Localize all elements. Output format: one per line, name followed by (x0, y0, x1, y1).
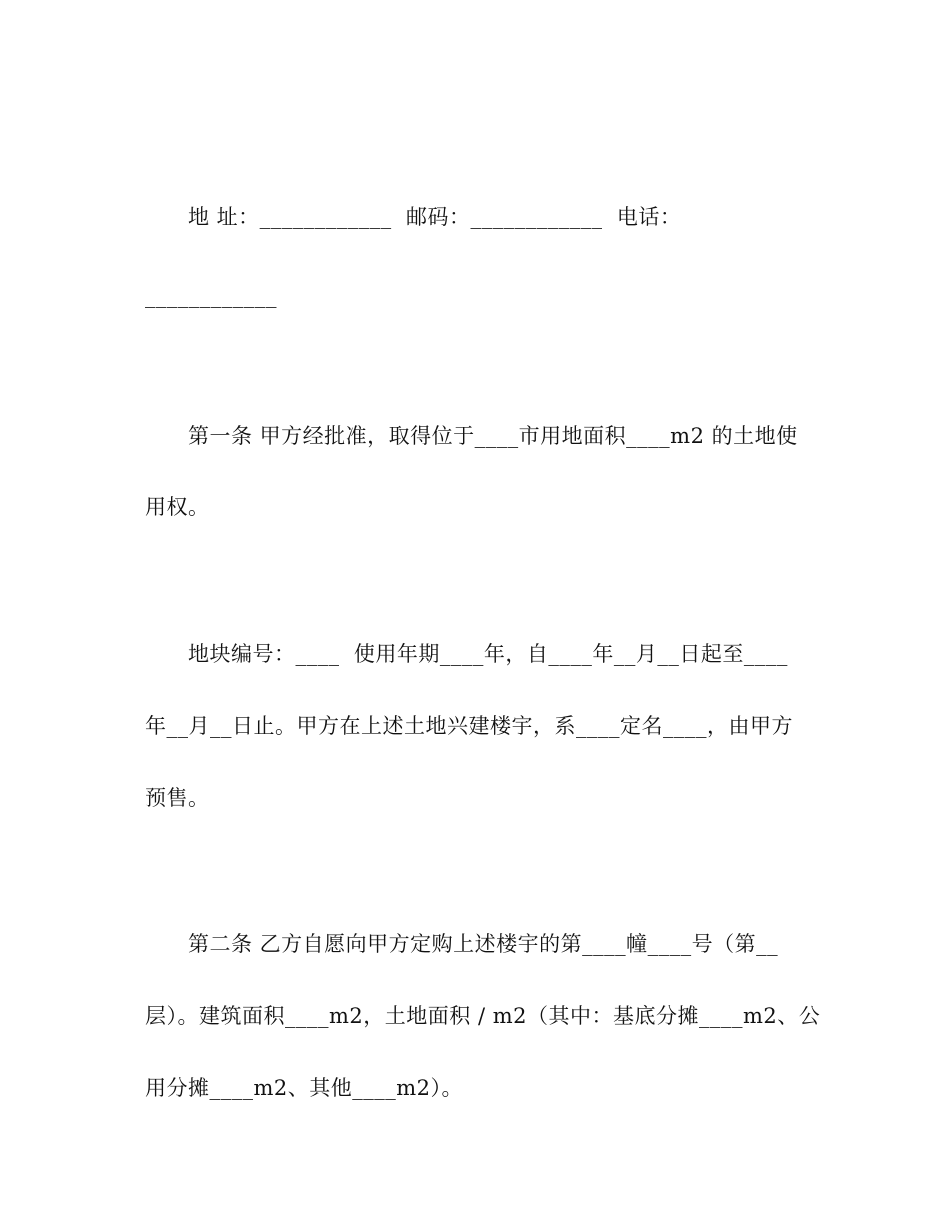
article-1-line-1: 第一条 甲方经批准，取得位于____市用地面积____m2 的土地使 (188, 424, 798, 448)
article-2-line-1: 第二条 乙方自愿向甲方定购上述楼宇的第____幢____号（第__ (188, 932, 779, 956)
article-2-line-2: 层）。建筑面积____m2，土地面积 / m2（其中：基底分摊____m2、公 (145, 1004, 821, 1028)
article-2-line-3: 用分摊____m2、其他____m2）。 (145, 1076, 464, 1100)
plot-info-line-1: 地块编号：____ 使用年期____年，自____年__月__日起至____ (188, 642, 788, 666)
contact-phone-blank-line: ____________ (145, 284, 277, 308)
plot-info-line-3: 预售。 (145, 786, 210, 810)
plot-info-line-2: 年__月__日止。甲方在上述土地兴建楼宇，系____定名____，由甲方 (145, 714, 793, 738)
contact-address-line: 地 址：____________ 邮码：____________ 电话： (188, 205, 682, 229)
article-1-line-2: 用权。 (145, 495, 210, 519)
